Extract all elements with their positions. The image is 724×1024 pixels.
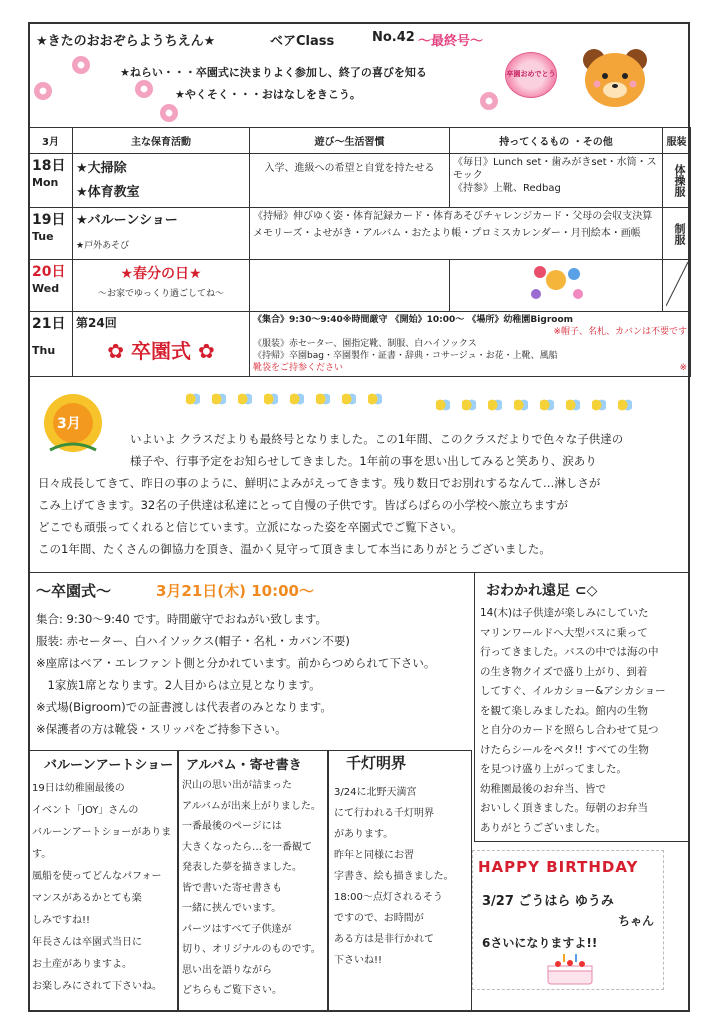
- album-title: アルバム・寄せ書き: [186, 758, 302, 773]
- flower-icon: [72, 56, 90, 74]
- butterfly-icon: [342, 393, 356, 405]
- schedule-header-row: [29, 128, 691, 154]
- butterfly-icon: [436, 399, 450, 411]
- date-cell: 20日 Wed: [29, 260, 73, 312]
- excursion-title: おわかれ遠足 ⊂◇: [486, 583, 598, 599]
- header-habits: 遊び〜生活習慣: [250, 128, 450, 154]
- butterfly-icon: [368, 393, 382, 405]
- flower-icon: [34, 82, 52, 100]
- bouquet-icon: [505, 52, 557, 98]
- empty-cell: [250, 260, 450, 312]
- ceremony-title: 〜卒園式〜: [36, 582, 112, 600]
- butterfly-row: [430, 396, 638, 415]
- march-badge: 3月: [40, 390, 106, 456]
- ceremony-info: 集合: 9:30〜9:40 です。時間厳守でおねがい致します。 服装: 赤セーター、白ハイソックス(帽子・名札・カバン不要) ※座席はベア・エレファント側と分かれています。前からつめられて下さい。 1家族1席となります。2人目からは立見となります。 ※式場(Bigroom)での証書渡しは代表者のみとなります。 ※保護者の方は靴袋・スリッパをご持参下さい。: [36, 612, 436, 736]
- butterfly-icon: [488, 399, 502, 411]
- issue-number: No.42: [372, 30, 415, 45]
- header-dress: 服装: [663, 128, 691, 154]
- activity-cell: 第24回 ✿ 卒園式 ✿: [73, 312, 250, 377]
- flower-icon: [160, 104, 178, 122]
- issue-note: 〜最終号〜: [418, 34, 484, 49]
- class-name: ベアClass: [270, 34, 335, 49]
- date-cell: 21日 Thu: [29, 312, 73, 377]
- date-cell: 19日 Tue: [29, 208, 73, 260]
- balloon-text: 19日は幼稚園最後の イベント「JOY」さんの バルーンアートショーがあります。 風船を使ってどんなパフォー マンスがあるかとても楽 しみですね!! 年長さんは卒園式当日に お土産がありますよ。 お楽しみにされて下さいね。: [32, 783, 172, 992]
- schedule-row-21: [29, 312, 691, 377]
- butterfly-icon: [186, 393, 200, 405]
- belongings-cell: 《毎日》Lunch set・歯みがきset・水筒・スモック 《持参》上靴、Redbag: [450, 154, 663, 208]
- butterfly-icon: [592, 399, 606, 411]
- flower-icon: ✿: [191, 339, 215, 363]
- ceremony-date: 3月21日(木) 10:00〜: [156, 582, 314, 600]
- activity-cell: ★春分の日★ 〜お家でゆっくり過ごしてね〜: [73, 260, 250, 312]
- bouquet-label: 卒園おめでとう: [506, 70, 556, 78]
- ceremony-details-cell: 《集合》9:30〜9:40※時間厳守 《開始》10:00〜 《場所》幼稚園Bigroom ※帽子、名札、カバンは不要です 《服装》赤セーター、園指定靴、制服、白ハイソックス 《持帰》卒園bag・卒園製作・証書・辞典・コサージュ・お花・上靴、風船 靴袋をご持参ください ※: [250, 312, 691, 377]
- flower-icon: [135, 80, 153, 98]
- diagonal-line: [666, 262, 688, 306]
- excursion-text: 14(木)は子供達が楽しみにしていた マリンワールドへ大型バスに乗って 行ってきました。バスの中では海の中 の生き物クイズで盛り上がり、到着 してすぐ、イルカショー&アシカショー を観て楽しみましたね。館内の生物 と自分のカードを照らし合わせて見つ けたらシールをペタ!! すべての生物 を見つけ盛り上がってました。 幼稚園最後のお弁当、皆で おいしく頂きました。毎朝のお弁当 ありがとうございました。: [480, 607, 666, 834]
- balloon-bear-icon: [526, 262, 586, 302]
- butterfly-icon: [462, 399, 476, 411]
- butterfly-icon: [290, 393, 304, 405]
- dress-cell: 制服: [663, 208, 691, 260]
- butterfly-icon: [540, 399, 554, 411]
- habit-cell: 入学、進級への希望と自覚を持たせる: [250, 154, 450, 208]
- march-message: いよいよ クラスだよりも最終号となりました。この1年間、このクラスだよりで色々な子供達の 様子や、行事予定をお知らせしてきました。1年前の事を思い出してみると笑あり、涙あり 日々成長してきて、昨日の事のように、鮮明によみがえってきます。残り数日でお別れするなんて…淋しさが こみ上げてきます。32名の子供達は私達にとって自慢の子供です。皆ばらばらの小学校へ旅立ちますが どこでも頑張ってくれると信じています。立派になった姿を卒園式でご覧下さい。 この1年間、たくさんの御協力を頂き、温かく見守って頂きまして本当にありがとうございました。: [38, 432, 624, 556]
- schedule-row-19: [29, 208, 691, 260]
- butterfly-icon: [316, 393, 330, 405]
- butterfly-icon: [212, 393, 226, 405]
- flower-icon: [480, 92, 498, 110]
- butterfly-icon: [264, 393, 278, 405]
- fish-icon: ⊂◇: [574, 583, 598, 599]
- flower-icon: ✿: [107, 339, 131, 363]
- schedule-row-20: [29, 260, 691, 312]
- dress-cell: 体操服: [663, 154, 691, 208]
- butterfly-icon: [514, 399, 528, 411]
- class-aim: ★ねらい・・・卒園式に決まりよく参加し、終了の喜びを知る: [120, 66, 427, 79]
- take-home-cell: 《持帰》伸びゆく姿・体育記録カード・体育あそびチャレンジカード・父母の会収支決算 メモリーズ・よせがき・アルバム・おたより帳・プロミスカレンダー・月刊絵本・画帳: [250, 208, 663, 260]
- header-month: 3月: [29, 128, 73, 154]
- schedule-row-18: [29, 154, 691, 208]
- butterfly-row: [180, 390, 388, 409]
- album-text: 沢山の思い出が詰まった アルバムが出来上がりました。 一番最後のページには 大きくなったら…を一番観て 発表した夢を描きました。 皆で書いた寄せ書きも 一緒に挟んでいます。 パーツはすべて子供達が 切り、オリジナルのものです。 思い出を語りながら どちらもご覧下さい。: [182, 780, 321, 996]
- butterfly-icon: [238, 393, 252, 405]
- activity-cell: ★大掃除 ★体育教室: [73, 154, 250, 208]
- cake-icon: [540, 952, 600, 988]
- header-belongings: 持ってくるもの ・その他: [450, 128, 663, 154]
- balloon-title: バルーンアートショー: [44, 758, 174, 773]
- birthday-banner: HAPPY BIRTHDAY: [478, 858, 639, 876]
- bear-face-icon: [580, 44, 650, 110]
- lanterns-title: 千灯明界: [346, 754, 407, 772]
- schedule-table: [28, 127, 691, 377]
- class-promise: ★やくそく・・・おはなしをきこう。: [175, 88, 361, 101]
- school-name: ★きたのおおぞらようちえん★: [36, 34, 216, 49]
- empty-cell: [663, 260, 691, 312]
- ceremony-label: 卒園式: [131, 339, 191, 363]
- butterfly-icon: [618, 399, 632, 411]
- lanterns-text: 3/24に北野天満宮 にて行われる千灯明界 があります。 昨年と同様にお習 字書き、絵も描きました。 18:00〜点灯されるそう ですので、お時間が ある方は是非行かれて 下さいね!!: [334, 787, 454, 966]
- birthday-name: 3/27 ごうはら ゆうみ: [482, 894, 614, 909]
- date-cell: 18日 Mon: [29, 154, 73, 208]
- header-activities: 主な保育活動: [73, 128, 250, 154]
- activity-cell: ★バルーンショー ★戸外あそび: [73, 208, 250, 260]
- birthday-age: 6さいになりますよ!!: [482, 936, 598, 950]
- decoration-cell: [450, 260, 663, 312]
- birthday-suffix: ちゃん: [618, 914, 655, 928]
- butterfly-icon: [566, 399, 580, 411]
